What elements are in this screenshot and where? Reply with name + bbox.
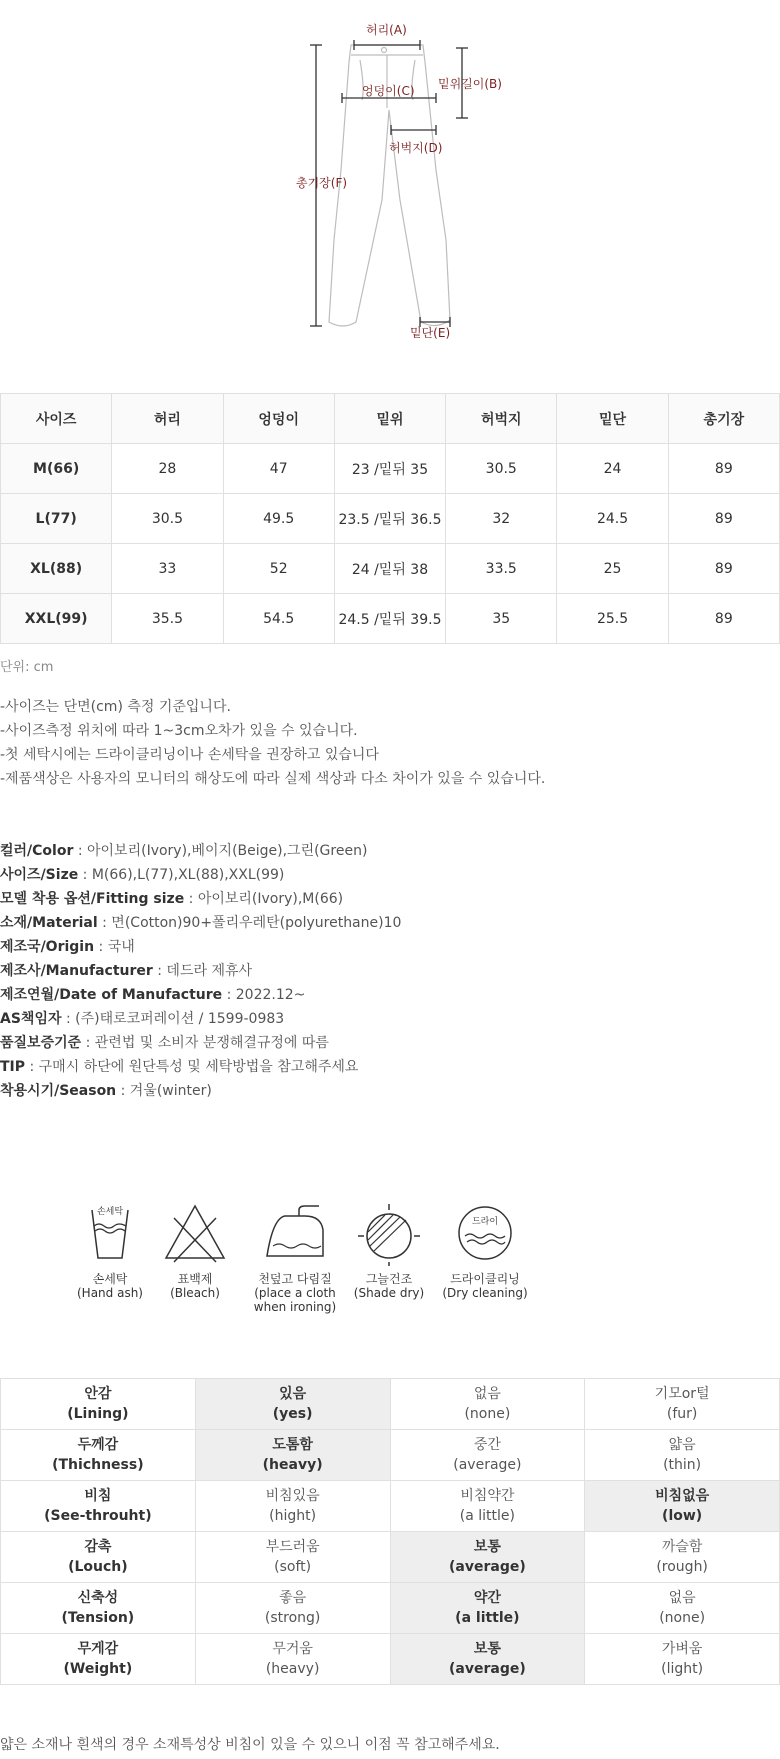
- spec-value: : 아이보리(Ivory),M(66): [184, 891, 344, 907]
- table-cell: 89: [668, 544, 779, 594]
- iron-icon: [259, 1200, 331, 1266]
- care-hand-wash: [70, 1200, 150, 1300]
- table-row: [1, 494, 780, 544]
- spec-label: 사이즈/Size: [0, 867, 79, 883]
- table-cell: 28: [112, 444, 223, 494]
- care-label-en: (Bleach): [170, 1286, 220, 1300]
- spec-value: : 면(Cotton)90+폴리우레탄(polyurethane)10: [97, 915, 402, 931]
- care-iron: [250, 1200, 340, 1314]
- table-cell: 24 /밑뒤 38: [334, 544, 445, 594]
- thigh-label: 허벅지(D): [389, 141, 443, 155]
- table-cell: 35: [446, 594, 557, 644]
- see-through-notice: 얇은 소재나 흰색의 경우 소재특성상 비침이 있을 수 있으니 이점 꼭 참고해주세요.: [0, 1737, 500, 1753]
- size-table-header-row: [1, 394, 780, 444]
- rise-label: 밑위길이(B): [438, 77, 502, 91]
- spec-value: : 겨울(winter): [116, 1083, 212, 1099]
- table-cell: 30.5: [112, 494, 223, 544]
- property-option: 무거움 (heavy): [195, 1634, 390, 1685]
- pants-measurement-diagram: [0, 0, 780, 380]
- size-table: [0, 393, 780, 644]
- spec-label: 제조국/Origin: [0, 939, 95, 955]
- size-cell: XXL(99): [1, 594, 112, 644]
- table-row: [1, 444, 780, 494]
- spec-line: [0, 1031, 401, 1055]
- col-header: 총기장: [668, 394, 779, 444]
- spec-value: : 아이보리(Ivory),베이지(Beige),그린(Green): [73, 843, 368, 859]
- property-header: 비침 (See-throuht): [1, 1481, 196, 1532]
- table-cell: 25: [557, 544, 668, 594]
- table-row: [1, 1634, 780, 1685]
- spec-line: [0, 959, 401, 983]
- spec-line: [0, 911, 401, 935]
- table-row: [1, 1583, 780, 1634]
- table-cell: 47: [223, 444, 334, 494]
- property-option-selected: 보통 (average): [390, 1532, 585, 1583]
- note-line: -사이즈측정 위치에 따라 1~3cm오차가 있을 수 있습니다.: [0, 723, 358, 739]
- table-cell: 89: [668, 594, 779, 644]
- dry-clean-icon: [452, 1200, 518, 1266]
- spec-value: : 데드라 제휴사: [152, 963, 253, 979]
- hand-wash-tag: 손세탁: [96, 1207, 124, 1217]
- hem-label: 밑단(E): [410, 326, 451, 340]
- property-header: 안감 (Lining): [1, 1379, 196, 1430]
- spec-value: : (주)태로코퍼레이션 / 1599-0983: [61, 1011, 285, 1027]
- care-instructions: [0, 1200, 780, 1330]
- care-label: 드라이클리닝: [450, 1272, 520, 1286]
- spec-label: 품질보증기준: [0, 1035, 82, 1051]
- fabric-properties-table: [0, 1378, 780, 1685]
- size-cell: XL(88): [1, 544, 112, 594]
- property-option-selected: 비침없음 (low): [585, 1481, 780, 1532]
- property-option: 얇음 (thin): [585, 1430, 780, 1481]
- care-label-en: (Hand ash): [77, 1286, 143, 1300]
- property-option: 까슬함 (rough): [585, 1532, 780, 1583]
- size-cell: M(66): [1, 444, 112, 494]
- shade-dry-icon: [356, 1200, 422, 1266]
- table-row: [1, 1481, 780, 1532]
- property-header: 두께감 (Thichness): [1, 1430, 196, 1481]
- table-cell: 30.5: [446, 444, 557, 494]
- property-header: 무게감 (Weight): [1, 1634, 196, 1685]
- waist-label: 허리(A): [366, 23, 407, 37]
- care-label: 천덮고 다림질: [258, 1272, 332, 1286]
- spec-line: [0, 935, 401, 959]
- property-option: 기모or털 (fur): [585, 1379, 780, 1430]
- care-label-en: when ironing): [253, 1300, 337, 1314]
- hand-wash-icon: [80, 1200, 140, 1266]
- care-no-bleach: [155, 1200, 235, 1300]
- spec-label: 소재/Material: [0, 915, 98, 931]
- care-label: 손세탁: [92, 1272, 128, 1286]
- property-option: 비침약간 (a little): [390, 1481, 585, 1532]
- no-bleach-icon: [162, 1200, 228, 1266]
- table-row: [1, 1379, 780, 1430]
- property-option: 가벼움 (light): [585, 1634, 780, 1685]
- property-header: 감촉 (Louch): [1, 1532, 196, 1583]
- care-label-en: (Shade dry): [353, 1286, 425, 1300]
- product-spec-list: [0, 839, 401, 1103]
- spec-line: [0, 839, 401, 863]
- table-row: [1, 1430, 780, 1481]
- size-notes: [0, 695, 545, 791]
- spec-label: 제조사/Manufacturer: [0, 963, 153, 979]
- table-row: [1, 1532, 780, 1583]
- col-header: 허리: [112, 394, 223, 444]
- table-cell: 24.5 /밑뒤 39.5: [334, 594, 445, 644]
- note-line: -제품색상은 사용자의 모니터의 해상도에 따라 실제 색상과 다소 차이가 있을 수 있습니다.: [0, 771, 546, 787]
- size-cell: L(77): [1, 494, 112, 544]
- property-option: 비침있음 (hight): [195, 1481, 390, 1532]
- property-option-selected: 있음 (yes): [195, 1379, 390, 1430]
- col-header: 엉덩이: [223, 394, 334, 444]
- table-cell: 25.5: [557, 594, 668, 644]
- table-cell: 89: [668, 494, 779, 544]
- spec-value: : 구매시 하단에 원단특성 및 세탁방법을 참고해주세요: [25, 1059, 359, 1075]
- care-label: 그늘건조: [365, 1272, 413, 1286]
- care-dry-clean: [440, 1200, 530, 1300]
- property-option: 중간 (average): [390, 1430, 585, 1481]
- spec-value: : M(66),L(77),XL(88),XXL(99): [78, 867, 285, 883]
- care-label-en: (Dry cleaning): [442, 1286, 528, 1300]
- table-cell: 23.5 /밑뒤 36.5: [334, 494, 445, 544]
- table-cell: 49.5: [223, 494, 334, 544]
- table-cell: 23 /밑뒤 35: [334, 444, 445, 494]
- spec-line: [0, 1079, 401, 1103]
- table-cell: 89: [668, 444, 779, 494]
- property-option: 없음 (none): [585, 1583, 780, 1634]
- spec-label: 모델 착용 옵션/Fitting size: [0, 891, 185, 907]
- table-cell: 24: [557, 444, 668, 494]
- spec-line: [0, 1055, 401, 1079]
- spec-label: 컬러/Color: [0, 843, 74, 859]
- col-header: 밑위: [334, 394, 445, 444]
- col-header: 사이즈: [1, 394, 112, 444]
- table-cell: 33.5: [446, 544, 557, 594]
- spec-value: : 국내: [94, 939, 135, 955]
- property-option-selected: 도톰함 (heavy): [195, 1430, 390, 1481]
- note-line: -사이즈는 단면(cm) 측정 기준입니다.: [0, 699, 231, 715]
- table-cell: 52: [223, 544, 334, 594]
- property-header: 신축성 (Tension): [1, 1583, 196, 1634]
- table-cell: 33: [112, 544, 223, 594]
- table-cell: 32: [446, 494, 557, 544]
- table-cell: 24.5: [557, 494, 668, 544]
- hip-label: 엉덩이(C): [362, 84, 415, 98]
- care-label: 표백제: [177, 1272, 213, 1286]
- spec-label: 착용시기/Season: [0, 1083, 117, 1099]
- spec-label: AS책임자: [0, 1011, 62, 1027]
- spec-value: : 2022.12~: [222, 987, 306, 1003]
- table-cell: 54.5: [223, 594, 334, 644]
- col-header: 밑단: [557, 394, 668, 444]
- care-label-en: (place a cloth: [254, 1286, 336, 1300]
- care-shade-dry: [349, 1200, 429, 1300]
- spec-label: TIP: [0, 1059, 26, 1075]
- property-option-selected: 보통 (average): [390, 1634, 585, 1685]
- table-row: [1, 544, 780, 594]
- col-header: 허벅지: [446, 394, 557, 444]
- spec-value: : 관련법 및 소비자 분쟁해결규정에 따름: [81, 1035, 329, 1051]
- spec-line: [0, 983, 401, 1007]
- table-cell: 35.5: [112, 594, 223, 644]
- spec-label: 제조연월/Date of Manufacture: [0, 987, 223, 1003]
- spec-line: [0, 1007, 401, 1031]
- spec-line: [0, 887, 401, 911]
- unit-label: 단위: cm: [0, 660, 54, 675]
- property-option-selected: 약간 (a little): [390, 1583, 585, 1634]
- dry-clean-tag: 드라이: [471, 1217, 499, 1227]
- note-line: -첫 세탁시에는 드라이클리닝이나 손세탁을 권장하고 있습니다: [0, 747, 379, 763]
- table-row: [1, 594, 780, 644]
- spec-line: [0, 863, 401, 887]
- property-option: 부드러움 (soft): [195, 1532, 390, 1583]
- property-option: 좋음 (strong): [195, 1583, 390, 1634]
- property-option: 없음 (none): [390, 1379, 585, 1430]
- length-label: 총기장(F): [296, 176, 348, 190]
